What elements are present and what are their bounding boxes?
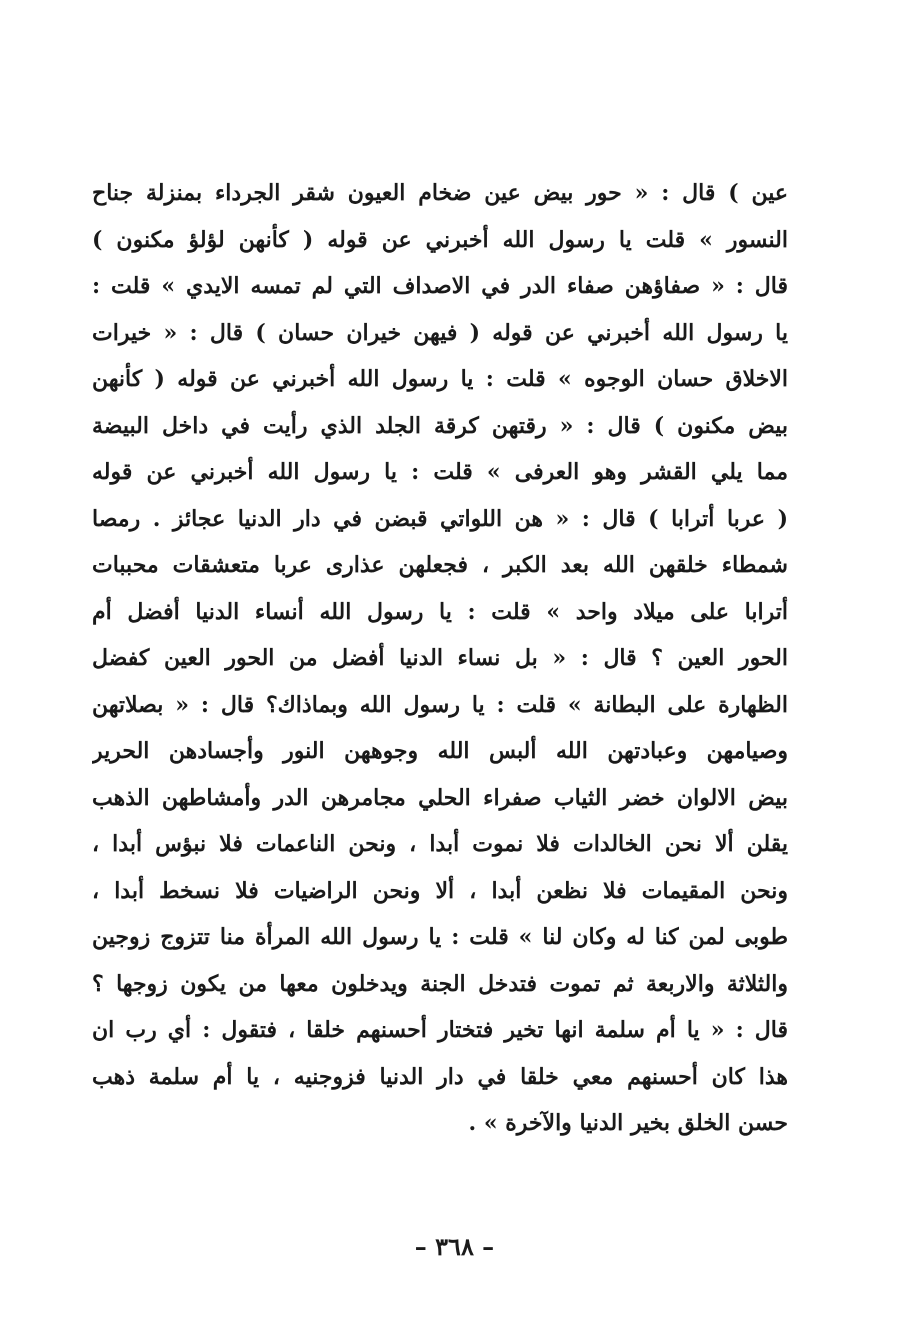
text-line: طوبى لمن كنا له وكان لنا » قلت : يا رسول الله المرأة منا تتزوج زوجين <box>92 924 788 950</box>
text-line: شمطاء خلقهن الله بعد الكبر ، فجعلهن عذارى عربا متعشقات محببات <box>92 552 788 578</box>
text-line: قال : « يا أم سلمة انها تخير فتختار أحسنهم خلقا ، فتقول : أي رب ان <box>92 1017 788 1043</box>
text-line: قال : « صفاؤهن صفاء الدر في الاصداف التي لم تمسه الايدي » قلت : <box>92 273 788 299</box>
text-line: هذا كان أحسنهم معي خلقا في دار الدنيا فزوجنيه ، يا أم سلمة ذهب <box>92 1063 788 1090</box>
text-line: أترابا على ميلاد واحد » قلت : يا رسول الله أنساء الدنيا أفضل أم <box>92 598 788 625</box>
text-line: يا رسول الله أخبرني عن قوله ( فيهن خيران حسان ) قال : « خيرات <box>92 319 788 346</box>
text-line: بيض الالوان خضر الثياب صفراء الحلي مجامرهن الدر وأمشاطهن الذهب <box>92 784 788 811</box>
text-line: بيض مكنون ) قال : « رقتهن كرقة الجلد الذي رأيت في داخل البيضة <box>92 412 788 439</box>
text-line: ( عربا أترابا ) قال : « هن اللواتي قبضن في دار الدنيا عجائز . رمصا <box>92 505 788 532</box>
text-line: وصيامهن وعبادتهن الله ألبس الله وجوههن النور وأجسادهن الحرير <box>92 738 788 764</box>
text-line: الظهارة على البطانة » قلت : يا رسول الله وبماذاك؟ قال : « بصلاتهن <box>92 691 788 718</box>
body-text <box>92 170 788 1147</box>
text-line: مما يلي القشر وهو العرفى » قلت : يا رسول الله أخبرني عن قوله <box>92 459 788 485</box>
text-line: ونحن المقيمات فلا نظعن أبدا ، ألا ونحن الراضيات فلا نسخط أبدا ، <box>92 877 788 904</box>
text-line: عين ) قال : « حور بيض عين ضخام العيون شقر الجرداء بمنزلة جناح <box>92 180 788 206</box>
text-line: النسور » قلت يا رسول الله أخبرني عن قوله ( كأنهن لؤلؤ مكنون ) <box>92 226 788 253</box>
text-line-last: حسن الخلق بخير الدنيا والآخرة » . <box>468 1110 788 1136</box>
text-line: الاخلاق حسان الوجوه » قلت : يا رسول الله أخبرني عن قوله ( كأنهن <box>92 366 788 392</box>
text-line: يقلن ألا نحن الخالدات فلا نموت أبدا ، ونحن الناعمات فلا نبؤس أبدا ، <box>92 831 788 857</box>
page-number: – ٣٦٨ – <box>414 1232 495 1261</box>
text-line: والثلاثة والاربعة ثم تموت فتدخل الجنة ويدخلون معها من يكون زوجها ؟ <box>92 970 788 997</box>
text-line: الحور العين ؟ قال : « بل نساء الدنيا أفضل من الحور العين كفضل <box>92 645 788 671</box>
